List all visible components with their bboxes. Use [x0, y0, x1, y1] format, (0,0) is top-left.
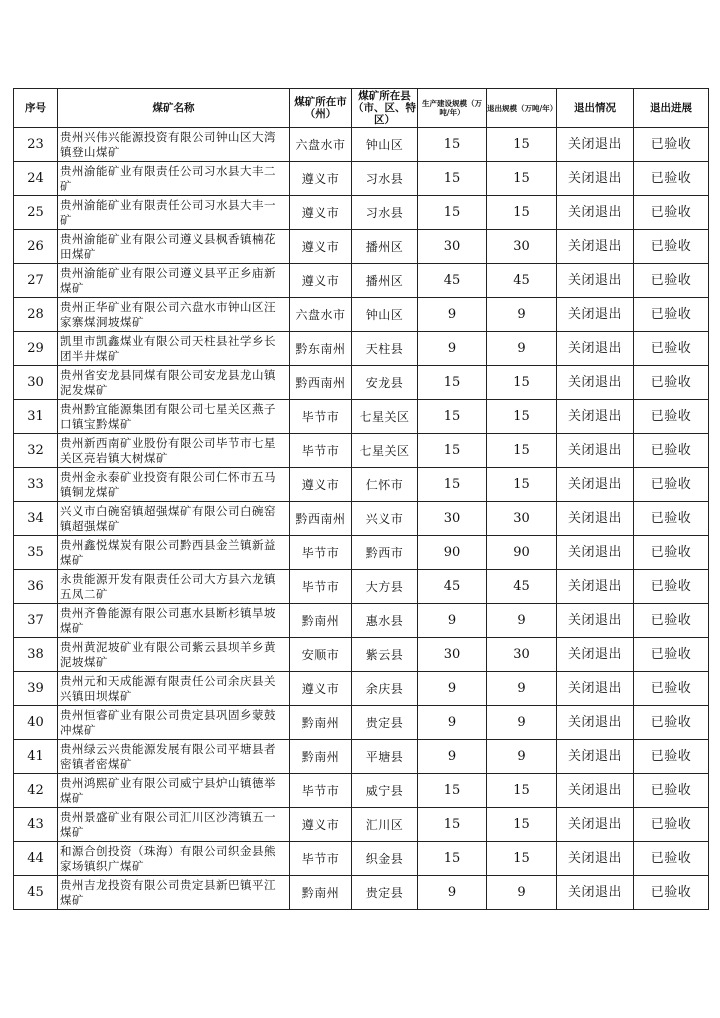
- cell-exit-status: 关闭退出: [557, 774, 634, 808]
- cell-capacity: 45: [418, 570, 487, 604]
- cell-seq: 45: [14, 876, 58, 910]
- cell-county: 习水县: [352, 196, 418, 230]
- cell-city: 遵义市: [290, 264, 352, 298]
- table-row: [14, 502, 709, 536]
- cell-city: 毕节市: [290, 842, 352, 876]
- cell-mine-name: 贵州齐鲁能源有限公司惠水县断杉镇旱坡煤矿: [58, 604, 290, 638]
- cell-seq: 41: [14, 740, 58, 774]
- cell-city: 遵义市: [290, 672, 352, 706]
- cell-progress: 已验收: [634, 570, 709, 604]
- table-row: [14, 604, 709, 638]
- cell-exit-status: 关闭退出: [557, 502, 634, 536]
- cell-mine-name: 永贵能源开发有限责任公司大方县六龙镇五凤二矿: [58, 570, 290, 604]
- cell-city: 遵义市: [290, 162, 352, 196]
- cell-exit-status: 关闭退出: [557, 672, 634, 706]
- cell-mine-name: 和源合创投资（珠海）有限公司织金县熊家场镇织广煤矿: [58, 842, 290, 876]
- cell-exit-status: 关闭退出: [557, 434, 634, 468]
- cell-exit-status: 关闭退出: [557, 808, 634, 842]
- cell-progress: 已验收: [634, 808, 709, 842]
- cell-capacity: 15: [418, 774, 487, 808]
- header-progress: 退出进展: [634, 89, 709, 128]
- cell-mine-name: 贵州黔宜能源集团有限公司七星关区燕子口镇宝黔煤矿: [58, 400, 290, 434]
- cell-seq: 23: [14, 128, 58, 162]
- cell-exit-status: 关闭退出: [557, 196, 634, 230]
- cell-progress: 已验收: [634, 842, 709, 876]
- cell-county: 惠水县: [352, 604, 418, 638]
- cell-exit-status: 关闭退出: [557, 162, 634, 196]
- cell-capacity: 30: [418, 230, 487, 264]
- cell-capacity: 15: [418, 128, 487, 162]
- cell-exit-scale: 30: [487, 230, 557, 264]
- cell-city: 安顺市: [290, 638, 352, 672]
- cell-capacity: 15: [418, 366, 487, 400]
- cell-capacity: 15: [418, 400, 487, 434]
- cell-capacity: 90: [418, 536, 487, 570]
- cell-exit-status: 关闭退出: [557, 740, 634, 774]
- cell-capacity: 9: [418, 876, 487, 910]
- cell-exit-scale: 15: [487, 842, 557, 876]
- header-seq: 序号: [14, 89, 58, 128]
- table-row: [14, 400, 709, 434]
- cell-exit-status: 关闭退出: [557, 128, 634, 162]
- cell-mine-name: 凯里市凯鑫煤业有限公司天柱县社学乡长团半井煤矿: [58, 332, 290, 366]
- cell-capacity: 45: [418, 264, 487, 298]
- table-row: [14, 638, 709, 672]
- cell-seq: 40: [14, 706, 58, 740]
- header-exit-scale: 退出规模（万吨/年）: [487, 89, 557, 128]
- table-row: [14, 672, 709, 706]
- cell-exit-scale: 9: [487, 740, 557, 774]
- cell-progress: 已验收: [634, 876, 709, 910]
- cell-exit-scale: 15: [487, 366, 557, 400]
- cell-progress: 已验收: [634, 196, 709, 230]
- table-row: [14, 196, 709, 230]
- cell-exit-scale: 15: [487, 162, 557, 196]
- cell-exit-status: 关闭退出: [557, 570, 634, 604]
- cell-county: 平塘县: [352, 740, 418, 774]
- table-row: [14, 876, 709, 910]
- cell-exit-scale: 45: [487, 570, 557, 604]
- cell-city: 毕节市: [290, 536, 352, 570]
- cell-exit-scale: 9: [487, 876, 557, 910]
- cell-city: 毕节市: [290, 400, 352, 434]
- cell-seq: 24: [14, 162, 58, 196]
- cell-city: 遵义市: [290, 468, 352, 502]
- cell-capacity: 15: [418, 468, 487, 502]
- cell-exit-scale: 15: [487, 774, 557, 808]
- cell-exit-status: 关闭退出: [557, 468, 634, 502]
- cell-exit-scale: 9: [487, 604, 557, 638]
- table-row: [14, 774, 709, 808]
- cell-city: 黔南州: [290, 706, 352, 740]
- table-row: [14, 808, 709, 842]
- cell-county: 播州区: [352, 264, 418, 298]
- cell-mine-name: 贵州吉龙投资有限公司贵定县新巴镇平江煤矿: [58, 876, 290, 910]
- cell-seq: 36: [14, 570, 58, 604]
- cell-exit-status: 关闭退出: [557, 264, 634, 298]
- cell-exit-scale: 45: [487, 264, 557, 298]
- table-row: [14, 162, 709, 196]
- cell-seq: 37: [14, 604, 58, 638]
- header-exit-status: 退出情况: [557, 89, 634, 128]
- cell-mine-name: 贵州渝能矿业有限公司遵义县平正乡庙新煤矿: [58, 264, 290, 298]
- cell-exit-status: 关闭退出: [557, 400, 634, 434]
- cell-mine-name: 贵州渝能矿业有限公司遵义县枫香镇楠花田煤矿: [58, 230, 290, 264]
- table-row: [14, 298, 709, 332]
- cell-county: 汇川区: [352, 808, 418, 842]
- cell-county: 仁怀市: [352, 468, 418, 502]
- cell-city: 毕节市: [290, 434, 352, 468]
- cell-capacity: 9: [418, 298, 487, 332]
- cell-capacity: 9: [418, 332, 487, 366]
- cell-seq: 29: [14, 332, 58, 366]
- cell-progress: 已验收: [634, 740, 709, 774]
- cell-county: 贵定县: [352, 706, 418, 740]
- cell-county: 黔西市: [352, 536, 418, 570]
- table-row: [14, 264, 709, 298]
- cell-county: 习水县: [352, 162, 418, 196]
- cell-exit-scale: 90: [487, 536, 557, 570]
- cell-city: 黔西南州: [290, 502, 352, 536]
- cell-exit-status: 关闭退出: [557, 604, 634, 638]
- cell-county: 钟山区: [352, 128, 418, 162]
- cell-mine-name: 贵州鸿熙矿业有限公司威宁县炉山镇德举煤矿: [58, 774, 290, 808]
- cell-city: 遵义市: [290, 196, 352, 230]
- coal-mine-exit-table: [13, 88, 709, 910]
- table-body: [14, 128, 709, 910]
- cell-capacity: 15: [418, 842, 487, 876]
- cell-county: 威宁县: [352, 774, 418, 808]
- cell-city: 毕节市: [290, 774, 352, 808]
- table-row: [14, 706, 709, 740]
- cell-seq: 43: [14, 808, 58, 842]
- cell-seq: 33: [14, 468, 58, 502]
- table-row: [14, 740, 709, 774]
- cell-capacity: 9: [418, 706, 487, 740]
- cell-mine-name: 贵州恒睿矿业有限公司贵定县巩固乡蒙鼓冲煤矿: [58, 706, 290, 740]
- cell-seq: 39: [14, 672, 58, 706]
- cell-exit-scale: 9: [487, 672, 557, 706]
- cell-seq: 35: [14, 536, 58, 570]
- cell-progress: 已验收: [634, 604, 709, 638]
- cell-seq: 34: [14, 502, 58, 536]
- cell-exit-status: 关闭退出: [557, 706, 634, 740]
- cell-county: 兴义市: [352, 502, 418, 536]
- cell-city: 黔西南州: [290, 366, 352, 400]
- cell-seq: 38: [14, 638, 58, 672]
- cell-county: 贵定县: [352, 876, 418, 910]
- cell-exit-scale: 9: [487, 332, 557, 366]
- cell-seq: 31: [14, 400, 58, 434]
- cell-exit-scale: 15: [487, 808, 557, 842]
- cell-mine-name: 贵州新西南矿业股份有限公司毕节市七星关区亮岩镇大树煤矿: [58, 434, 290, 468]
- table-row: [14, 536, 709, 570]
- header-name: 煤矿名称: [58, 89, 290, 128]
- cell-capacity: 15: [418, 434, 487, 468]
- cell-city: 六盘水市: [290, 298, 352, 332]
- cell-progress: 已验收: [634, 366, 709, 400]
- cell-seq: 28: [14, 298, 58, 332]
- cell-exit-scale: 15: [487, 434, 557, 468]
- cell-mine-name: 贵州渝能矿业有限责任公司习水县大丰一矿: [58, 196, 290, 230]
- cell-progress: 已验收: [634, 468, 709, 502]
- cell-seq: 42: [14, 774, 58, 808]
- cell-county: 紫云县: [352, 638, 418, 672]
- header-county: 煤矿所在县（市、区、特区）: [353, 90, 416, 126]
- cell-progress: 已验收: [634, 434, 709, 468]
- cell-progress: 已验收: [634, 128, 709, 162]
- cell-exit-status: 关闭退出: [557, 536, 634, 570]
- cell-county: 七星关区: [352, 434, 418, 468]
- cell-progress: 已验收: [634, 774, 709, 808]
- cell-exit-status: 关闭退出: [557, 298, 634, 332]
- cell-progress: 已验收: [634, 162, 709, 196]
- cell-progress: 已验收: [634, 230, 709, 264]
- cell-progress: 已验收: [634, 536, 709, 570]
- cell-exit-status: 关闭退出: [557, 366, 634, 400]
- cell-seq: 26: [14, 230, 58, 264]
- cell-exit-status: 关闭退出: [557, 230, 634, 264]
- table-row: [14, 230, 709, 264]
- cell-city: 黔南州: [290, 740, 352, 774]
- table-row: [14, 128, 709, 162]
- cell-mine-name: 兴义市白碗窑镇超强煤矿有限公司白碗窑镇超强煤矿: [58, 502, 290, 536]
- table-row: [14, 842, 709, 876]
- cell-seq: 27: [14, 264, 58, 298]
- cell-exit-scale: 15: [487, 468, 557, 502]
- cell-exit-scale: 30: [487, 502, 557, 536]
- cell-county: 织金县: [352, 842, 418, 876]
- cell-exit-scale: 9: [487, 298, 557, 332]
- cell-county: 钟山区: [352, 298, 418, 332]
- cell-progress: 已验收: [634, 502, 709, 536]
- cell-mine-name: 贵州省安龙县同煤有限公司安龙县龙山镇泥发煤矿: [58, 366, 290, 400]
- cell-county: 余庆县: [352, 672, 418, 706]
- cell-mine-name: 贵州兴伟兴能源投资有限公司钟山区大湾镇登山煤矿: [58, 128, 290, 162]
- table-row: [14, 434, 709, 468]
- table-header-row: [14, 89, 709, 128]
- cell-city: 遵义市: [290, 230, 352, 264]
- cell-mine-name: 贵州正华矿业有限公司六盘水市钟山区汪家寨煤洞坡煤矿: [58, 298, 290, 332]
- cell-city: 黔南州: [290, 876, 352, 910]
- cell-county: 安龙县: [352, 366, 418, 400]
- cell-seq: 25: [14, 196, 58, 230]
- table-row: [14, 332, 709, 366]
- cell-seq: 30: [14, 366, 58, 400]
- cell-capacity: 30: [418, 502, 487, 536]
- cell-exit-status: 关闭退出: [557, 638, 634, 672]
- document-page: [13, 88, 708, 910]
- cell-county: 播州区: [352, 230, 418, 264]
- cell-city: 遵义市: [290, 808, 352, 842]
- cell-exit-scale: 30: [487, 638, 557, 672]
- cell-capacity: 9: [418, 672, 487, 706]
- cell-mine-name: 贵州景盛矿业有限公司汇川区沙湾镇五一煤矿: [58, 808, 290, 842]
- cell-capacity: 9: [418, 740, 487, 774]
- cell-city: 六盘水市: [290, 128, 352, 162]
- cell-progress: 已验收: [634, 672, 709, 706]
- cell-exit-status: 关闭退出: [557, 332, 634, 366]
- table-row: [14, 570, 709, 604]
- cell-progress: 已验收: [634, 400, 709, 434]
- cell-progress: 已验收: [634, 706, 709, 740]
- cell-capacity: 9: [418, 604, 487, 638]
- cell-exit-scale: 15: [487, 196, 557, 230]
- cell-progress: 已验收: [634, 264, 709, 298]
- header-city: 煤矿所在市（州）: [290, 89, 352, 128]
- cell-seq: 32: [14, 434, 58, 468]
- cell-capacity: 15: [418, 808, 487, 842]
- cell-exit-scale: 15: [487, 400, 557, 434]
- cell-mine-name: 贵州元和天成能源有限责任公司余庆县关兴镇田坝煤矿: [58, 672, 290, 706]
- cell-exit-scale: 9: [487, 706, 557, 740]
- header-capacity: 生产建设规模（万吨/年）: [418, 89, 487, 128]
- cell-city: 黔南州: [290, 604, 352, 638]
- cell-progress: 已验收: [634, 298, 709, 332]
- cell-mine-name: 贵州绿云兴贵能源发展有限公司平塘县者密镇者密煤矿: [58, 740, 290, 774]
- table-row: [14, 366, 709, 400]
- cell-county: 七星关区: [352, 400, 418, 434]
- cell-mine-name: 贵州黄泥坡矿业有限公司紫云县坝羊乡黄泥坡煤矿: [58, 638, 290, 672]
- cell-mine-name: 贵州鑫悦煤炭有限公司黔西县金兰镇新益煤矿: [58, 536, 290, 570]
- cell-capacity: 15: [418, 162, 487, 196]
- table-row: [14, 468, 709, 502]
- cell-city: 黔东南州: [290, 332, 352, 366]
- cell-progress: 已验收: [634, 332, 709, 366]
- cell-city: 毕节市: [290, 570, 352, 604]
- cell-exit-scale: 15: [487, 128, 557, 162]
- cell-seq: 44: [14, 842, 58, 876]
- cell-capacity: 15: [418, 196, 487, 230]
- cell-mine-name: 贵州金永泰矿业投资有限公司仁怀市五马镇铜龙煤矿: [58, 468, 290, 502]
- cell-capacity: 30: [418, 638, 487, 672]
- cell-exit-status: 关闭退出: [557, 876, 634, 910]
- cell-mine-name: 贵州渝能矿业有限责任公司习水县大丰二矿: [58, 162, 290, 196]
- cell-exit-status: 关闭退出: [557, 842, 634, 876]
- cell-progress: 已验收: [634, 638, 709, 672]
- cell-county: 大方县: [352, 570, 418, 604]
- cell-county: 天柱县: [352, 332, 418, 366]
